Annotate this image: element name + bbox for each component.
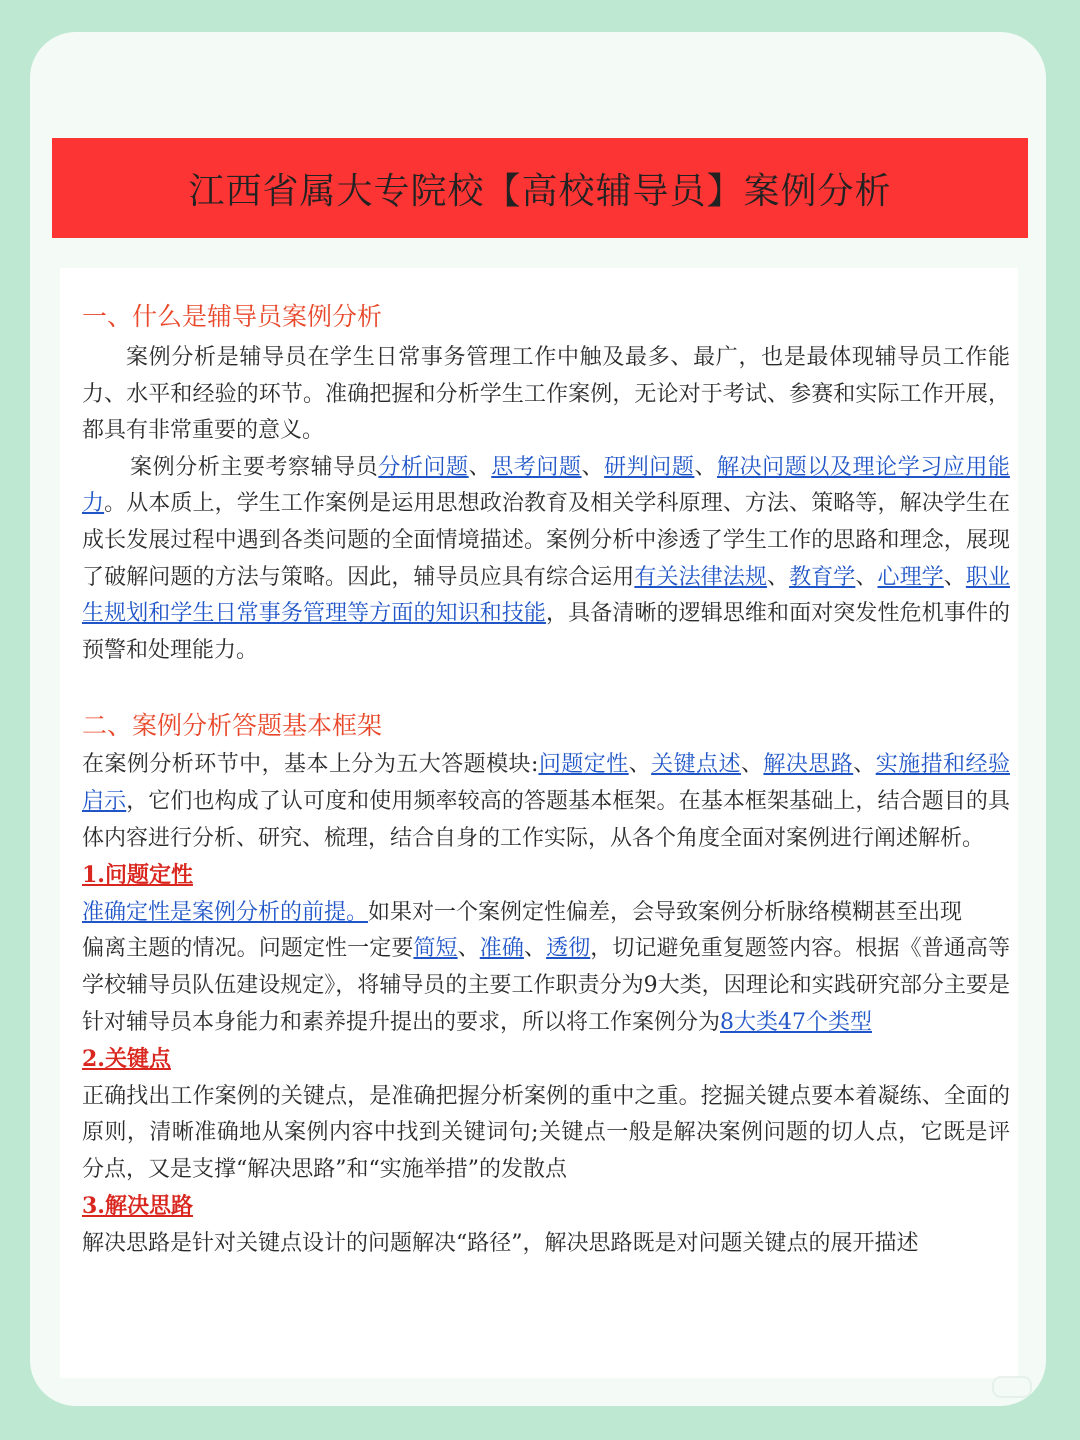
link-solution-ideas[interactable]: 解决思路 — [763, 752, 854, 778]
separator: 、 — [853, 752, 876, 778]
document-content — [82, 298, 1010, 1263]
separator: 、 — [628, 752, 652, 778]
separator: 、 — [694, 454, 718, 480]
link-judge-problem[interactable]: 研判问题 — [604, 454, 695, 480]
card — [30, 32, 1046, 1406]
link-problem-definition[interactable]: 问题定性 — [538, 752, 629, 778]
document-page — [60, 268, 1018, 1378]
link-analyze-problem[interactable]: 分析问题 — [378, 454, 469, 480]
separator: 、 — [457, 936, 480, 962]
separator: 、 — [740, 752, 764, 778]
subheading-text: 3.解决思路 — [82, 1193, 193, 1220]
text-span: ，它们也构成了认可度和使用频率较高的答题基本框架。在基本框架基础上，结合题目的具体内容进行分析、研究、梳理，结合自身的工作实际，从各个角度全面对案例进行阐述解析。 — [82, 788, 1010, 851]
link-categories[interactable]: 8大类47个类型 — [720, 1009, 873, 1035]
section1-paragraph-1: 案例分析是辅导员在学生日常事务管理工作中触及最多、最广，也是最体现辅导员工作能力、水平和经验的环节。准确把握和分析学生工作案例，无论对于考试、参赛和实际工作开展，都具有非常重要的意义。 — [82, 345, 1010, 444]
subheading-text: 2.关键点 — [82, 1046, 171, 1073]
text-span: ，切记避免重复题签内容。根据《普通高等学校辅导员队伍建设规定》，将辅导员的主要工作职责分为9大类，因理论和实践研究部分主要是针对辅导员本身能力和素养提升提出的要求，所以将工作案例分为 — [82, 936, 1010, 1035]
link-thorough[interactable]: 透彻 — [546, 936, 591, 962]
separator: 、 — [766, 564, 790, 590]
link-pedagogy[interactable]: 教育学 — [789, 564, 856, 590]
link-accurate[interactable]: 准确 — [479, 936, 524, 962]
separator: 、 — [468, 454, 492, 480]
text-span: 偏离主题的情况。问题定性一定要 — [82, 936, 414, 962]
separator: 、 — [943, 564, 966, 590]
separator: 、 — [855, 564, 878, 590]
link-accurate-definition[interactable]: 准确定性是案例分析的前提。 — [82, 899, 369, 925]
definition-paragraph-1 — [82, 895, 1010, 932]
section2-paragraph-1 — [82, 747, 1010, 857]
link-laws[interactable]: 有关法律法规 — [634, 564, 767, 590]
solution-ideas-paragraph: 解决思路是针对关键点设计的问题解决“路径”，解决思路既是对问题关键点的展开描述 — [82, 1231, 919, 1257]
section1-paragraph-2 — [82, 450, 1010, 670]
definition-paragraph-2 — [82, 931, 1010, 1041]
page-title: 江西省属大专院校【高校辅导员】案例分析 — [188, 170, 892, 212]
text-span: ，具备清晰的逻辑思维和面对突发性危机事件的预警和处理能力。 — [82, 601, 1010, 663]
text-span: 在案例分析环节中，基本上分为五大答题模块: — [82, 752, 539, 778]
link-think-problem[interactable]: 思考问题 — [491, 454, 582, 480]
separator: 、 — [581, 454, 605, 480]
text-span: 案例分析主要考察辅导员 — [130, 454, 379, 480]
subheading-key-points — [82, 1041, 1010, 1079]
section1-heading: 一、什么是辅导员案例分析 — [82, 302, 383, 331]
subheading-problem-definition — [82, 857, 1010, 895]
text-span: 如果对一个案例定性偏差，会导致案例分析脉络模糊甚至出现 — [368, 899, 963, 925]
subheading-solution-ideas — [82, 1188, 1010, 1226]
link-brief[interactable]: 简短 — [413, 936, 458, 962]
text-span: 。从本质上，学生工作案例是运用思想政治教育及相关学科原理、方法、策略等，解决学生在成长发展过程中遇到各类问题的全面情境描述。案例分析中渗透了学生工作的思路和理念，展现了破解问题的方法与策略。因此，辅导员应具有综合运用 — [82, 491, 1010, 590]
section2-heading: 二、案例分析答题基本框架 — [82, 711, 383, 741]
link-psychology[interactable]: 心理学 — [877, 564, 944, 590]
separator: 、 — [523, 936, 547, 962]
link-career-planning[interactable]: 职业生规划和学生日常事务管理等方面的知识和技能 — [82, 564, 1010, 627]
link-solve-problem[interactable]: 解决问题以及理论学习应用能力 — [82, 454, 1010, 517]
subheading-text: 1.问题定性 — [82, 862, 193, 889]
link-key-points[interactable]: 关键点述 — [651, 752, 741, 778]
watermark-icon — [992, 1376, 1032, 1398]
key-points-paragraph: 正确找出工作案例的关键点，是准确把握分析案例的重中之重。挖掘关键点要本着凝练、全面的原则，清晰准确地从案例内容中找到关键词句;关键点一般是解决案例问题的切人点，它既是评分点，又是支撑“解决思路”和“实施举措”的发散点 — [82, 1083, 1010, 1182]
link-measures-experience[interactable]: 实施措和经验启示 — [82, 752, 1010, 814]
title-banner — [52, 138, 1028, 238]
